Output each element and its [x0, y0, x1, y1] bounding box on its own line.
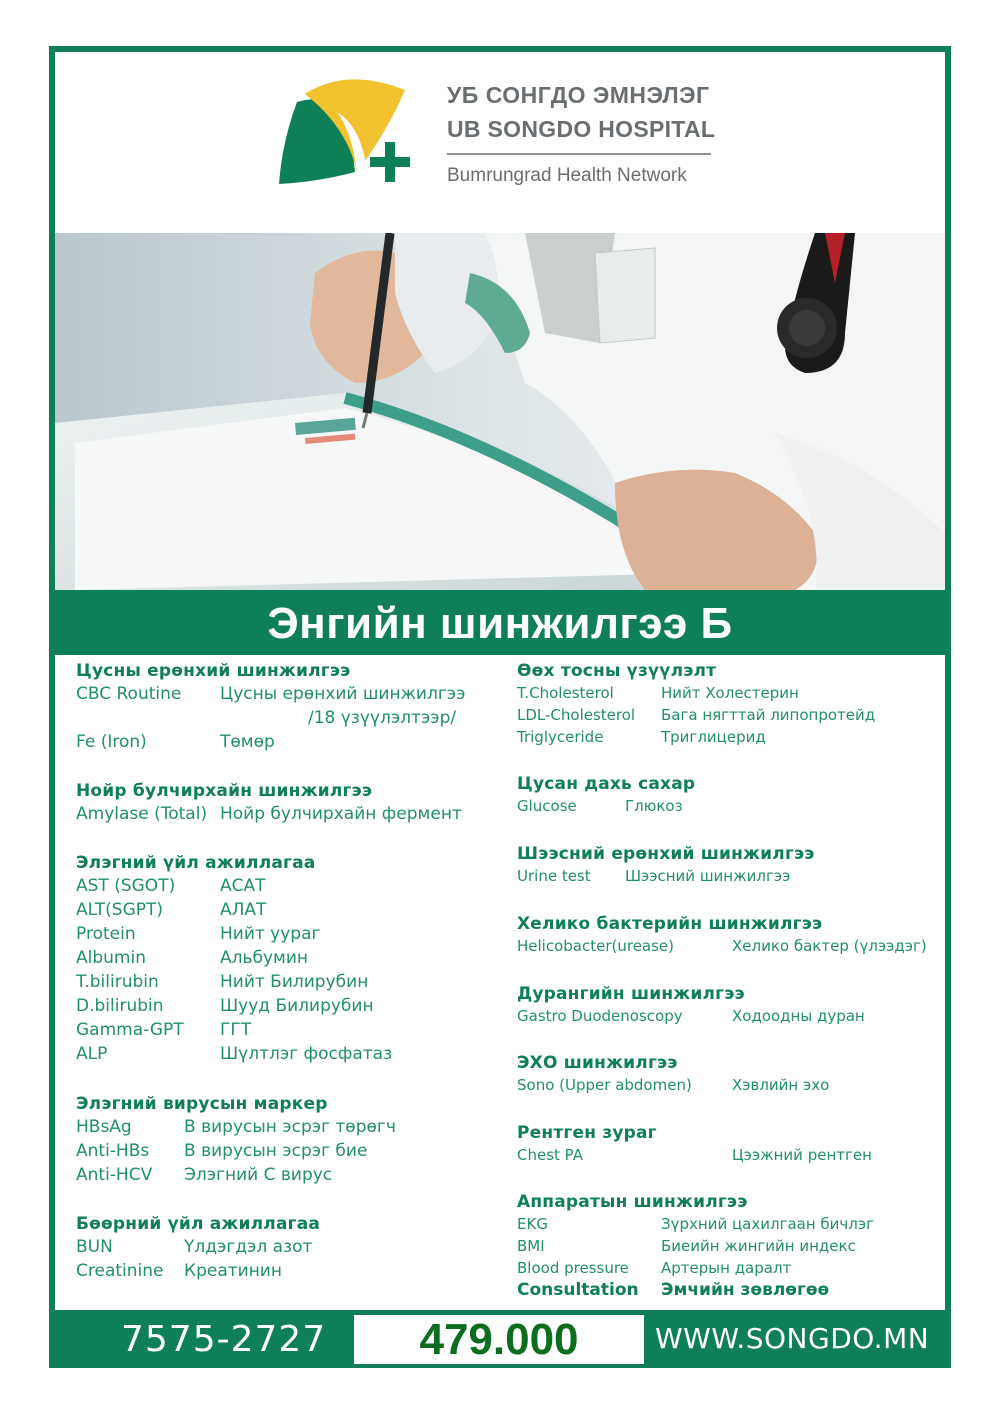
list-item: Helicobacter(urease) Хелико бактер (үлээдэг) [517, 937, 927, 955]
list-item: D.bilirubin Шууд Билирубин [76, 996, 374, 1016]
price-box [354, 1315, 644, 1364]
brand-name-mn: УБ СОНГДО ЭМНЭЛЭГ [447, 82, 710, 108]
consultation-item: Consultation Эмчийн зөвлөгөө [517, 1280, 830, 1300]
footer [55, 1310, 945, 1368]
list-item: T.Cholesterol Нийт Холестерин [517, 684, 799, 702]
section-title: Өөх тосны үзүүлэлт [517, 661, 717, 681]
brand-block [447, 82, 715, 187]
list-item: HBsAg В вирусын эсрэг төрөгч [76, 1117, 396, 1137]
section-title: ЭХО шинжилгээ [517, 1053, 678, 1073]
section-liver-function [76, 852, 496, 1066]
list-item: Anti-HBs В вирусын эсрэг бие [76, 1141, 368, 1161]
list-item: Chest PA Цээжний рентген [517, 1146, 872, 1164]
section-title: Дурангийн шинжилгээ [517, 984, 745, 1004]
list-item: CBC Routine Цусны ерөнхий шинжилгээ [76, 684, 466, 704]
brand-network: Bumrungrad Health Network [447, 165, 687, 186]
list-item: BUN Үлдэгдэл азот [76, 1237, 313, 1257]
section-blood-sugar [517, 773, 937, 817]
list-item: Gamma-GPT ГГТ [76, 1020, 252, 1040]
list-item: ALP Шүлтлэг фосфатаз [76, 1044, 393, 1064]
section-title: Бөөрний үйл ажиллагаа [76, 1214, 321, 1234]
list-item: Urine test Шээсний шинжилгээ [517, 867, 791, 885]
section-cbc [76, 660, 496, 754]
section-title: Цусны ерөнхий шинжилгээ [76, 661, 351, 681]
section-lipids [517, 660, 937, 748]
section-endoscopy [517, 983, 937, 1027]
section-urine [517, 843, 937, 887]
page-title: Энгийн шинжилгээ Б [55, 590, 945, 655]
hospital-logo-icon [277, 72, 427, 187]
list-item: Sono (Upper abdomen) Хэвлийн эхо [517, 1076, 830, 1094]
list-item: Glucose Глюкоз [517, 797, 683, 815]
list-item: BMI Биеийн жингийн индекс [517, 1237, 856, 1255]
section-title: Нойр булчирхайн шинжилгээ [76, 781, 373, 801]
section-title: Цусан дахь сахар [517, 774, 696, 794]
brand-name-en: UB SONGDO HOSPITAL [447, 116, 716, 142]
section-kidney-function [76, 1213, 496, 1283]
section-title: Элэгний үйл ажиллагаа [76, 853, 316, 873]
section-title: Аппаратын шинжилгээ [517, 1192, 748, 1212]
list-item: Creatinine Креатинин [76, 1261, 282, 1281]
section-title: Элэгний вирусын маркер [76, 1094, 328, 1114]
price: 479.000 [419, 1315, 579, 1364]
phone-number[interactable]: 7575-2727 [121, 1319, 327, 1360]
section-apparatus [517, 1191, 937, 1301]
list-item: Albumin Альбумин [76, 948, 309, 968]
list-item: EKG Зүрхний цахилгаан бичлэг [517, 1215, 874, 1233]
list-item: T.bilirubin Нийт Билирубин [76, 972, 369, 992]
section-xray [517, 1122, 937, 1166]
list-item: ALT(SGPT) АЛАТ [76, 900, 267, 920]
website-link[interactable]: WWW.SONGDO.MN [655, 1322, 930, 1355]
list-item: Protein Нийт уураг [76, 924, 321, 944]
section-pancreas [76, 780, 496, 826]
section-title: Рентген зураг [517, 1123, 657, 1143]
section-title: Хелико бактерийн шинжилгээ [517, 914, 823, 934]
list-item: Triglyceride Триглицерид [517, 728, 766, 746]
doctor-writing-photo [55, 233, 945, 590]
section-helicobacter [517, 913, 937, 957]
list-item: /18 үзүүлэлтээр/ [308, 708, 457, 728]
header [55, 52, 945, 232]
list-item: Blood pressure Артерын даралт [517, 1259, 792, 1277]
photo-illustration [55, 233, 945, 590]
list-item: LDL-Cholesterol Бага нягттай липопротейд [517, 706, 876, 724]
brand-divider [447, 153, 711, 155]
section-viral-markers [76, 1093, 496, 1187]
section-title: Шээсний ерөнхий шинжилгээ [517, 844, 815, 864]
list-item: Anti-HCV Элэгний С вирус [76, 1165, 333, 1185]
list-item: AST (SGOT) АСАТ [76, 876, 266, 896]
section-ultrasound [517, 1052, 937, 1096]
list-item: Amylase (Total) Нойр булчирхайн фермент [76, 804, 462, 824]
list-item: Fe (Iron) Төмөр [76, 732, 275, 752]
list-item: Gastro Duodenoscopy Ходоодны дуран [517, 1007, 865, 1025]
